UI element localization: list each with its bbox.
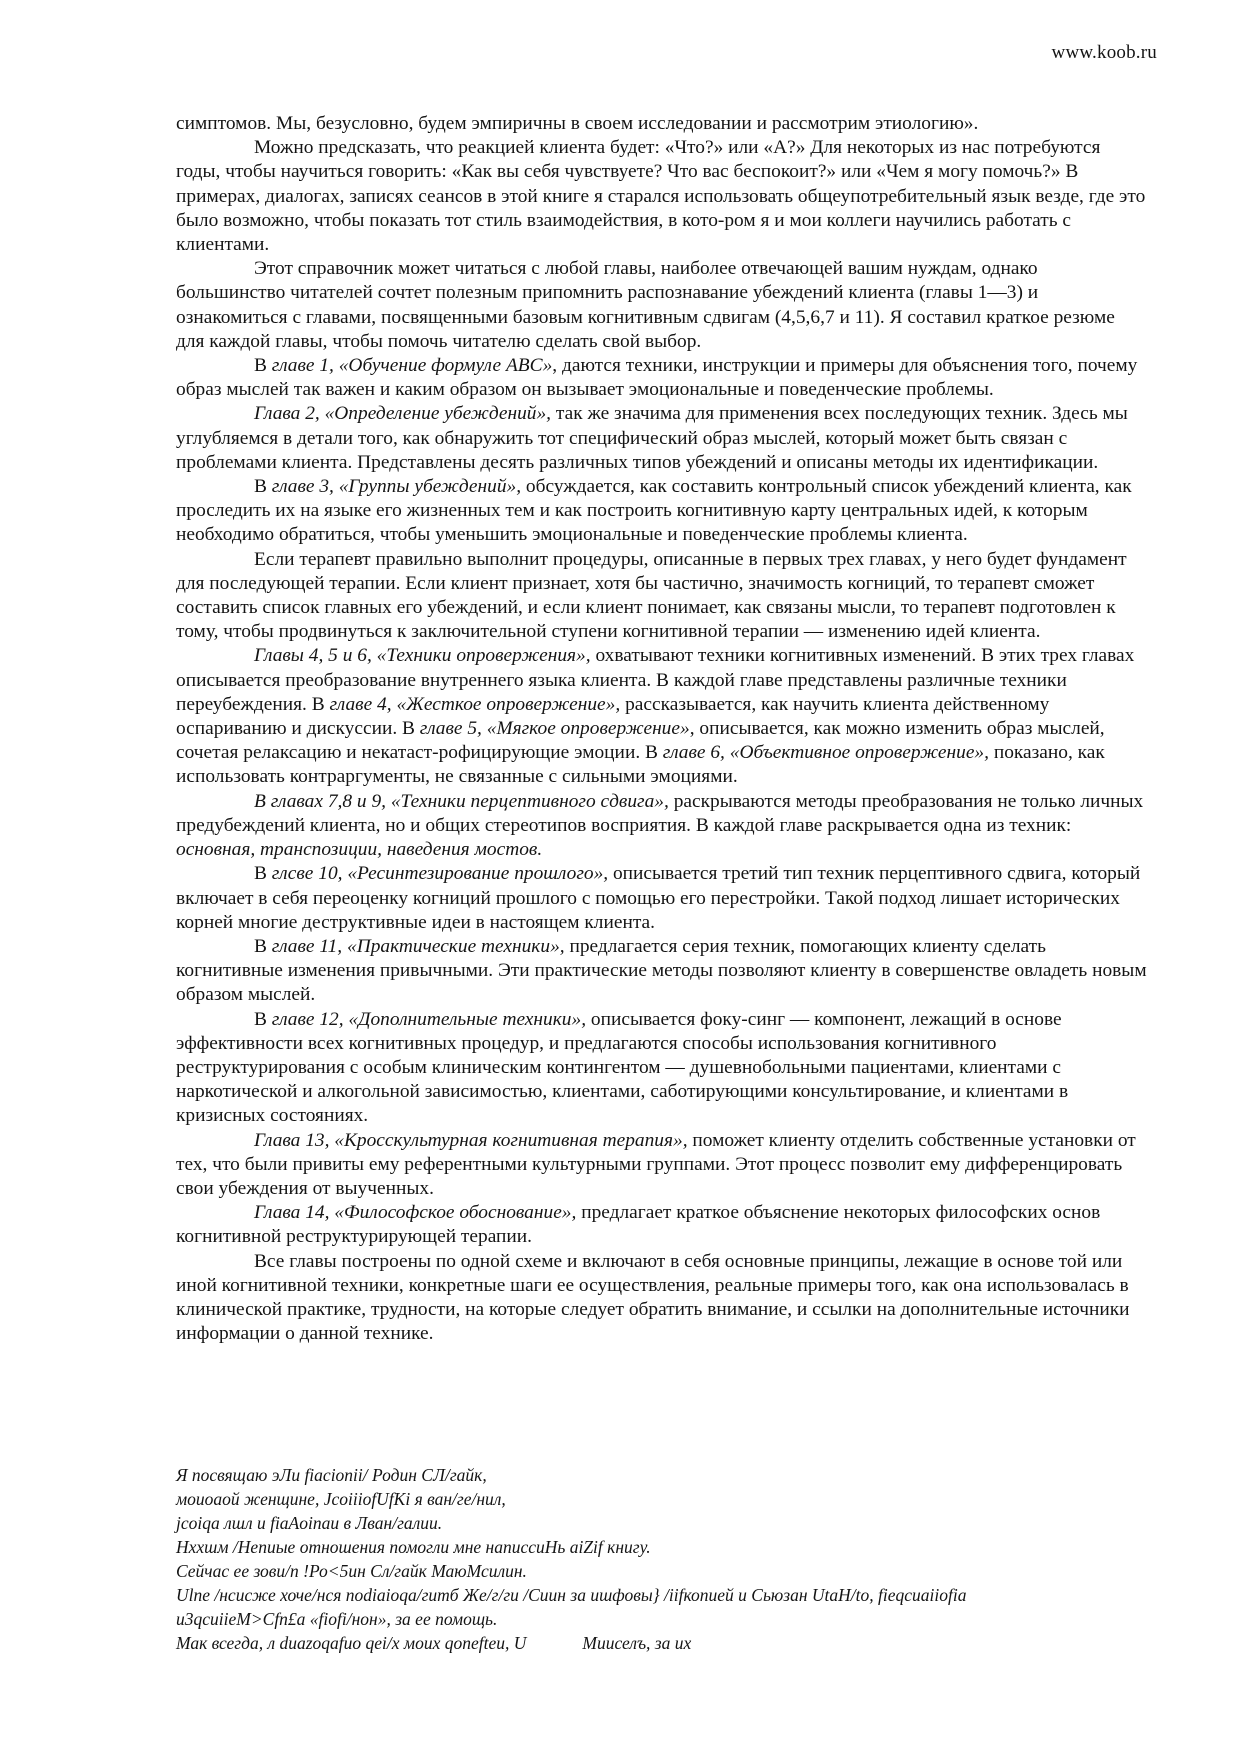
paragraph-text-run: Все главы построены по одной схеме и включают в себя основные принципы, лежащие в основе той или иной когнитивной техники, конкретные шаги ее осуществления, реальные примеры того, как она использовалась в клинической практике, трудности, на которые следует обратить внимание, и ссылки на дополнительные источники информации о данной технике. bbox=[176, 1250, 1130, 1345]
dedication-line: моиоаой женщине, JcoiiiofUfKi я ван/ге/нил, bbox=[176, 1489, 506, 1509]
paragraph-text-run: предлагается серия техник, помогающих клиенту сделать когнитивные изменения привычными. Эти практические методы позволяют клиенту в совершенстве овладеть новым образом мыслей. bbox=[176, 935, 1147, 1006]
dedication-line: Сейчас ее зови/n !Ро<5ин Сл/гайк МаюМсилин. bbox=[176, 1561, 527, 1581]
paragraph bbox=[176, 402, 1148, 475]
paragraph-text-run: так же значима для применения всех последующих техник. Здесь мы углубляемся в детали того, как обнаружить тот специфический образ мыслей, который может быть связан с проблемами клиента. Представлены десять различных типов убеждений и описаны методы их идентификации. bbox=[176, 403, 1128, 473]
dedication-last-left: Мак всегда, л duazoqafuo qei/x моих qonefteu, U bbox=[176, 1633, 527, 1653]
paragraph-italic-run: В главах 7,8 и 9, «Техники перцептивного сдвига», bbox=[254, 790, 669, 812]
dedication-block bbox=[176, 1463, 1156, 1655]
paragraph-text-run: , описывается, как можно изменить образ мыслей, сочетая релаксацию и некатаст-рофицирующие эмоции. В bbox=[176, 718, 1105, 764]
paragraph-text-run: Если терапевт правильно выполнит процедуры, описанные в первых трех главах, у него будет фундамент для последующей терапии. Если клиент признает, хотя бы частично, значимость когниций, то терапевт сможет составить список главных его убеждений, и если клиент понимает, как связаны мысли, то терапевт подготовлен к тому, чтобы продвинуться к заключительной ступени когнитивной терапии — изменению идей клиента. bbox=[176, 548, 1127, 643]
paragraph bbox=[176, 862, 1148, 935]
paragraph-text-run: В bbox=[254, 935, 272, 957]
paragraph-italic-run: Глава 13, «Кросскультурная когнитивная терапия», bbox=[254, 1129, 688, 1151]
paragraph bbox=[176, 354, 1148, 402]
paragraph-italic-run: основная, транспозиции, наведения мостов. bbox=[176, 839, 543, 861]
paragraph-italic-run: главе 1, «Обучение формуле ABC» bbox=[271, 355, 553, 377]
paragraph bbox=[176, 1250, 1148, 1347]
header-url: www.koob.ru bbox=[1051, 42, 1157, 63]
paragraph-text-run: показано, как использовать контраргументы, не связанные с сильными эмоциями. bbox=[176, 742, 1105, 788]
dedication-line: u3qcuiieM>Cfn£a «fiofi/нон», за ее помощь. bbox=[176, 1609, 498, 1629]
paragraph bbox=[176, 475, 1148, 548]
paragraph-text-run: описывается третий тип техник перцептивного сдвига, который включает в себя переоценку когниций прошлого с помощью его перестройки. Такой подход лишает исторических корней многие деструктивные идеи в настоящем клиента. bbox=[176, 863, 1141, 933]
paragraph-text-run: раскрываются методы преобразования не только личных предубеждений клиента, но и общих стереотипов восприятия. В каждой главе раскрывается одна из техник: bbox=[176, 790, 1144, 836]
dedication-line: Ulne /нсисже хоче/нся nodiaioqa/гитб Же/г/ги /Сиин за ишфовы} /iifкопией и Сьюзан UtaH/to, fieqcuaiiofia bbox=[176, 1585, 967, 1605]
paragraph-text-run: В bbox=[254, 355, 272, 377]
paragraph bbox=[176, 790, 1148, 863]
paragraph-italic-run: главе 11, «Практические техники», bbox=[271, 935, 565, 957]
dedication-line-last bbox=[176, 1631, 1156, 1655]
paragraph-text-run: В bbox=[254, 476, 272, 498]
paragraph-text-run: , даются техники, инструкции и примеры для объяснения того, почему образ мыслей так важен и каким образом он вызывает эмоциональные и поведенческие проблемы. bbox=[176, 355, 1138, 401]
paragraph bbox=[176, 1008, 1148, 1129]
dedication-line: Нххшм /Непиые отношения помогли мне написсиНь aiZif книгу. bbox=[176, 1537, 651, 1557]
paragraph bbox=[176, 935, 1148, 1008]
paragraph-text-run: В bbox=[254, 1008, 272, 1030]
paragraph-italic-run: главе 3, «Группы убеждений», bbox=[271, 476, 522, 498]
paragraph-text-run: поможет клиенту отделить собственные установки от тех, что были привиты ему референтными культурными группами. Этот процесс позволит ему дифференцировать свои убеждения от выученных. bbox=[176, 1129, 1136, 1199]
paragraph-italic-run: Главы 4, 5 и 6, «Техники опровержения», bbox=[254, 645, 591, 667]
dedication-last-right: Мииселъ, за их bbox=[582, 1633, 692, 1653]
dedication-line: Я посвящаю эЛи fiacionii/ Родин СЛ/гайк, bbox=[176, 1465, 487, 1485]
paragraph-text-run: охватывают техники когнитивных изменений. В этих трех главах описывается преобразование внутреннего языка клиента. В каждой главе представлены различные техники переубеждения. В bbox=[176, 645, 1135, 715]
paragraph bbox=[176, 1201, 1148, 1249]
paragraph bbox=[176, 1129, 1148, 1202]
paragraph bbox=[176, 257, 1148, 354]
paragraph-italic-run: главе 5, «Мягкое опровержение» bbox=[419, 718, 690, 740]
paragraph-text-run: рассказывается, как научить клиента действенному оспариванию и дискуссии. В bbox=[176, 693, 1050, 740]
main-text-body bbox=[176, 112, 1148, 1346]
paragraph-text-run: описывается фоку-синг — компонент, лежащий в основе эффективности всех когнитивных процедур, и предлагаются способы использования когнитивного реструктурирования с особым клиническим контингентом — душевнобольными пациентами, клиентами с наркотической и алкогольной зависимостью, клиентами, саботирующими консультирование, и клиентами в кризисных состояниях. bbox=[176, 1008, 1069, 1127]
paragraph bbox=[176, 644, 1148, 789]
paragraph-text-run: обсуждается, как составить контрольный список убеждений клиента, как проследить их на языке его жизненных тем и как построить когнитивную карту центральных идей, к которым необходимо обратиться, чтобы уменьшить эмоциональные и поведенческие проблемы клиента. bbox=[176, 476, 1132, 546]
paragraph-text-run: В bbox=[254, 863, 272, 885]
paragraph-italic-run: главе 6, «Объективное опровержение», bbox=[662, 742, 989, 764]
paragraph-text-run: симптомов. Мы, безусловно, будем эмпиричны в своем исследовании и рассмотрим этиологию». bbox=[176, 113, 979, 134]
paragraph-text-run: Этот справочник может читаться с любой главы, наиболее отвечающей вашим нуждам, однако большинство читателей сочтет полезным припомнить распознавание убеждений клиента (главы 1—3) и ознакомиться с главами, посвященными базовым когнитивным сдвигам (4,5,6,7 и 11). Я составил краткое резюме для каждой главы, чтобы помочь читателю сделать свой выбор. bbox=[176, 258, 1115, 352]
dedication-line: jcoiqa лшл и fiaAoinau в Лван/галии. bbox=[176, 1513, 443, 1533]
paragraph bbox=[176, 112, 1148, 136]
paragraph-italic-run: глсве 10, «Ресинтезирование прошлого», bbox=[271, 863, 609, 885]
paragraph-italic-run: Глава 2, «Определение убеждений», bbox=[254, 403, 552, 425]
paragraph-text-run: предлагает краткое объяснение некоторых философских основ когнитивной реструктурирующей терапии. bbox=[176, 1202, 1101, 1248]
paragraph-italic-run: Глава 14, «Философское обоснование», bbox=[254, 1202, 577, 1224]
paragraph-italic-run: главе 12, «Дополнительные техники», bbox=[271, 1008, 587, 1030]
paragraph bbox=[176, 136, 1148, 257]
paragraph-text-run: Можно предсказать, что реакцией клиента будет: «Что?» или «А?» Для некоторых из нас потребуются годы, чтобы научиться говорить: «Как вы себя чувствуете? Что вас беспокоит?» или «Чем я могу помочь?» В примерах, диалогах, записях сеансов в этой книге я старался использовать общеупотребительный язык везде, где это было возможно, чтобы показать тот стиль взаимодействия, в кото-ром я и мои коллеги научились работать с клиентами. bbox=[176, 137, 1146, 256]
paragraph-italic-run: главе 4, «Жесткое опровержение», bbox=[329, 693, 621, 715]
paragraph bbox=[176, 548, 1148, 645]
